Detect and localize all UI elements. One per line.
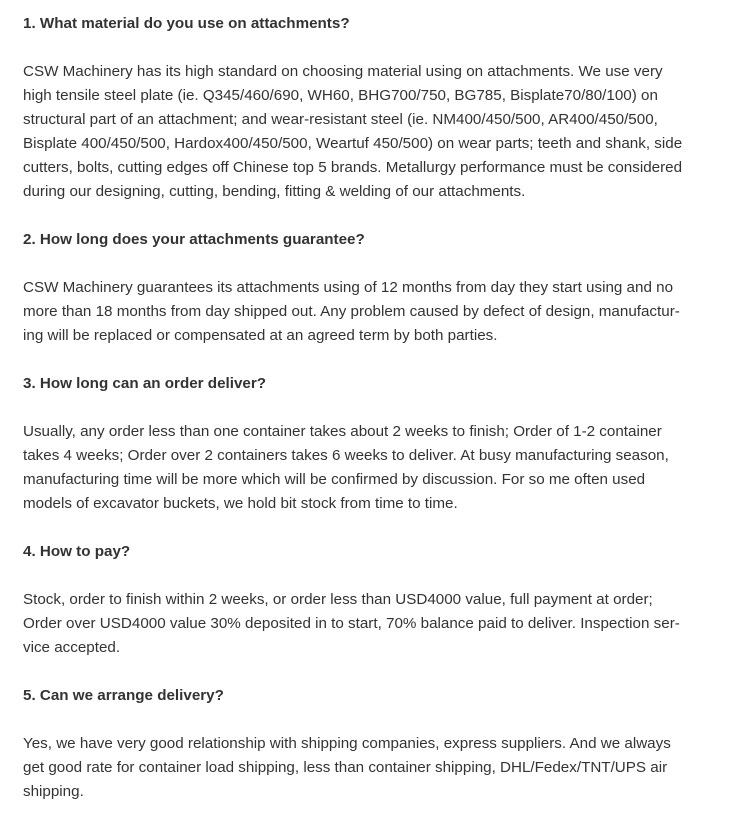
faq-item-material bbox=[23, 12, 723, 204]
faq-question: 4. How to pay? bbox=[23, 543, 131, 560]
faq-section bbox=[23, 12, 723, 828]
faq-item-delivery-time bbox=[23, 372, 723, 516]
faq-question: 3. How long can an order deliver? bbox=[23, 375, 267, 392]
faq-answer: Stock, order to finish within 2 weeks, or order less than USD4000 value, full payment at order; Order over USD4000 value 30% deposited in to start, 70% balance paid to deliver. Inspection ser- vice accepted. bbox=[23, 591, 680, 656]
faq-question: 1. What material do you use on attachments? bbox=[23, 15, 350, 32]
faq-answer: Yes, we have very good relationship with shipping companies, express suppliers. And we always get good rate for container load shipping, less than container shipping, DHL/Fedex/TNT/UPS air shipping. bbox=[23, 735, 671, 800]
faq-question: 2. How long does your attachments guarantee? bbox=[23, 231, 365, 248]
faq-answer: CSW Machinery has its high standard on choosing material using on attachments. We use very high tensile steel plate (ie. Q345/460/690, WH60, BHG700/750, BG785, Bisplate70/80/100) on structural part of an attachment; and wear-resistant steel (ie. NM400/450/500, AR400/450/500, Bisplate 400/450/500, Hardox400/450/500, Weartuf 450/500) on wear parts; teeth and shank, side cutters, bolts, cutting edges off Chinese top 5 brands. Metallurgy performance must be considered during our designing, cutting, bending, fitting & welding of our attachments. bbox=[23, 63, 683, 200]
faq-answer: CSW Machinery guarantees its attachments using of 12 months from day they start using and no more than 18 months from day shipped out. Any problem caused by defect of design, manufactur- ing will be replaced or compensated at an agreed term by both parties. bbox=[23, 279, 680, 344]
faq-question: 5. Can we arrange delivery? bbox=[23, 687, 224, 704]
faq-item-payment bbox=[23, 540, 723, 660]
faq-item-arrange-delivery bbox=[23, 684, 723, 804]
faq-answer: Usually, any order less than one container takes about 2 weeks to finish; Order of 1-2 container takes 4 weeks; Order over 2 containers takes 6 weeks to deliver. At busy manufacturing season, manufacturing time will be more which will be confirmed by discussion. For so me often used models of excavator buckets, we hold bit stock from time to time. bbox=[23, 423, 669, 512]
faq-item-guarantee bbox=[23, 228, 723, 348]
